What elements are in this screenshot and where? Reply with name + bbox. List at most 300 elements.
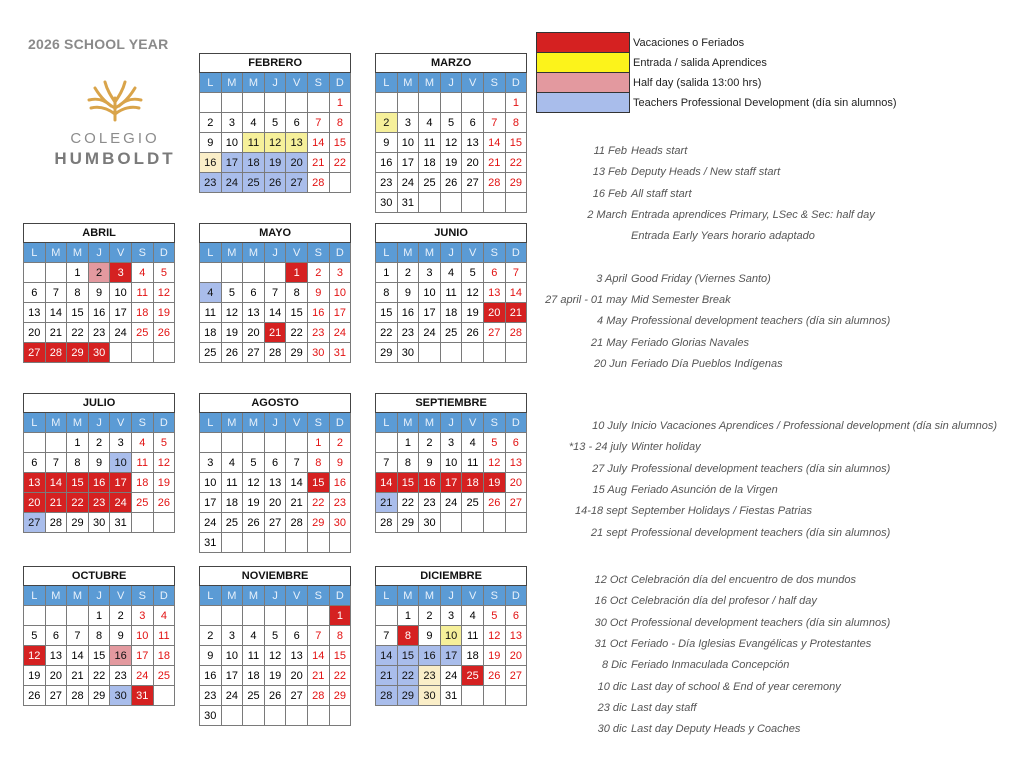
day-cell: 30: [88, 513, 110, 533]
day-cell: 17: [131, 646, 153, 666]
weekday-header: S: [307, 243, 329, 263]
day-cell: 1: [329, 93, 351, 113]
day-cell: 14: [307, 133, 329, 153]
day-cell: 4: [200, 283, 222, 303]
day-cell: 1: [307, 433, 329, 453]
day-cell: 5: [153, 263, 175, 283]
empty-cell: [243, 433, 265, 453]
day-cell: 22: [67, 323, 89, 343]
day-cell: 27: [462, 173, 484, 193]
weekday-header: M: [419, 73, 441, 93]
tree-icon: [85, 78, 145, 122]
day-cell: 7: [505, 263, 527, 283]
weekday-header: D: [329, 413, 351, 433]
day-cell: 25: [153, 666, 175, 686]
day-cell: 9: [307, 283, 329, 303]
day-cell: 22: [376, 323, 398, 343]
day-cell: 3: [221, 113, 243, 133]
weekday-header: D: [153, 586, 175, 606]
empty-cell: [286, 606, 308, 626]
empty-cell: [221, 606, 243, 626]
day-cell: 11: [221, 473, 243, 493]
day-cell: 22: [397, 666, 419, 686]
day-cell: 28: [286, 513, 308, 533]
day-cell: 24: [200, 513, 222, 533]
day-cell: 23: [88, 323, 110, 343]
day-cell: 7: [307, 626, 329, 646]
day-cell: 25: [131, 323, 153, 343]
day-cell: 2: [397, 263, 419, 283]
day-cell: 1: [88, 606, 110, 626]
day-cell: 19: [264, 153, 286, 173]
day-cell: 14: [67, 646, 89, 666]
day-cell: 17: [221, 666, 243, 686]
calendar-febrero: [199, 53, 351, 193]
weekday-header: J: [88, 413, 110, 433]
day-cell: 26: [24, 686, 46, 706]
empty-cell: [221, 533, 243, 553]
empty-cell: [221, 263, 243, 283]
legend-swatch: [537, 73, 630, 93]
weekday-header: S: [131, 243, 153, 263]
day-cell: 10: [221, 646, 243, 666]
day-cell: 10: [200, 473, 222, 493]
day-cell: 5: [462, 263, 484, 283]
day-cell: 4: [221, 453, 243, 473]
empty-cell: [45, 263, 67, 283]
month-title: JUNIO: [376, 224, 527, 243]
event-date: 14-18 sept: [575, 505, 627, 518]
empty-cell: [264, 606, 286, 626]
weekday-header: L: [200, 413, 222, 433]
event-text: Celebración día del encuentro de dos mundos: [631, 574, 857, 586]
day-cell: 16: [419, 473, 441, 493]
empty-cell: [200, 606, 222, 626]
day-cell: 13: [462, 133, 484, 153]
day-cell: 9: [88, 283, 110, 303]
day-cell: 18: [200, 323, 222, 343]
event-text: Inicio Vacaciones Aprendices / Professional development (día sin alumnos): [631, 420, 998, 432]
weekday-header: S: [483, 73, 505, 93]
event-date: 30 Oct: [594, 616, 627, 629]
day-cell: 9: [329, 453, 351, 473]
empty-cell: [45, 433, 67, 453]
empty-cell: [483, 513, 505, 533]
day-cell: 20: [505, 473, 527, 493]
day-cell: 2: [200, 113, 222, 133]
day-cell: 6: [24, 283, 46, 303]
day-cell: 12: [483, 626, 505, 646]
day-cell: 18: [243, 153, 265, 173]
event-date: 3 April: [596, 272, 627, 285]
day-cell: 15: [505, 133, 527, 153]
weekday-header: D: [329, 73, 351, 93]
weekday-header: L: [200, 586, 222, 606]
day-cell: 16: [376, 153, 398, 173]
day-cell: 31: [440, 686, 462, 706]
weekday-header: J: [88, 243, 110, 263]
day-cell: 14: [264, 303, 286, 323]
day-cell: 26: [264, 173, 286, 193]
calendar-agosto: [199, 393, 351, 553]
day-cell: 10: [440, 453, 462, 473]
day-cell: 26: [462, 323, 484, 343]
empty-cell: [286, 533, 308, 553]
weekday-header: L: [24, 413, 46, 433]
day-cell: 21: [67, 666, 89, 686]
day-cell: 22: [397, 493, 419, 513]
empty-cell: [419, 343, 441, 363]
day-cell: 2: [110, 606, 132, 626]
weekday-header: J: [264, 243, 286, 263]
day-cell: 16: [88, 473, 110, 493]
day-cell: 4: [243, 113, 265, 133]
day-cell: 1: [505, 93, 527, 113]
event-text: Heads start: [631, 145, 688, 157]
day-cell: 19: [440, 153, 462, 173]
month-title: SEPTIEMBRE: [376, 394, 527, 413]
event-text: All staff start: [631, 187, 692, 200]
day-cell: 30: [110, 686, 132, 706]
day-cell: 31: [397, 193, 419, 213]
weekday-header: J: [264, 413, 286, 433]
day-cell: 4: [243, 626, 265, 646]
day-cell: 15: [286, 303, 308, 323]
day-cell: 13: [286, 133, 308, 153]
day-cell: 29: [397, 686, 419, 706]
empty-cell: [397, 93, 419, 113]
day-cell: 26: [153, 493, 175, 513]
day-cell: 20: [264, 493, 286, 513]
legend: [536, 32, 897, 113]
day-cell: 23: [307, 323, 329, 343]
day-cell: 29: [376, 343, 398, 363]
weekday-header: L: [200, 243, 222, 263]
day-cell: 29: [67, 343, 89, 363]
empty-cell: [24, 433, 46, 453]
day-cell: 26: [153, 323, 175, 343]
month-title: ABRIL: [24, 224, 175, 243]
day-cell: 23: [200, 686, 222, 706]
empty-cell: [483, 93, 505, 113]
day-cell: 29: [67, 513, 89, 533]
empty-cell: [221, 433, 243, 453]
day-cell: 3: [440, 433, 462, 453]
day-cell: 15: [397, 646, 419, 666]
weekday-header: L: [376, 413, 398, 433]
day-cell: 25: [200, 343, 222, 363]
day-cell: 19: [483, 473, 505, 493]
day-cell: 19: [264, 666, 286, 686]
empty-cell: [153, 686, 175, 706]
day-cell: 15: [329, 133, 351, 153]
day-cell: 16: [200, 153, 222, 173]
month-title: AGOSTO: [200, 394, 351, 413]
day-cell: 21: [376, 666, 398, 686]
event-text: Celebración día del profesor / half day: [631, 595, 817, 608]
day-cell: 13: [505, 453, 527, 473]
empty-cell: [24, 263, 46, 283]
day-cell: 7: [483, 113, 505, 133]
day-cell: 28: [45, 513, 67, 533]
day-cell: 20: [483, 303, 505, 323]
day-cell: 3: [419, 263, 441, 283]
day-cell: 20: [286, 666, 308, 686]
day-cell: 3: [110, 433, 132, 453]
day-cell: 16: [397, 303, 419, 323]
weekday-header: M: [243, 413, 265, 433]
day-cell: 24: [110, 493, 132, 513]
legend-item: [537, 93, 897, 113]
day-cell: 30: [419, 513, 441, 533]
day-cell: 28: [67, 686, 89, 706]
weekday-header: S: [483, 243, 505, 263]
weekday-header: L: [200, 73, 222, 93]
empty-cell: [440, 513, 462, 533]
day-cell: 11: [131, 453, 153, 473]
event-date: 16 Feb: [592, 187, 627, 200]
day-cell: 19: [221, 323, 243, 343]
weekday-header: M: [67, 586, 89, 606]
day-cell: 14: [376, 646, 398, 666]
month-title: NOVIEMBRE: [200, 567, 351, 586]
day-cell: 1: [286, 263, 308, 283]
empty-cell: [264, 93, 286, 113]
day-cell: 12: [153, 453, 175, 473]
day-cell: 27: [24, 513, 46, 533]
day-cell: 4: [462, 606, 484, 626]
day-cell: 17: [440, 646, 462, 666]
day-cell: 7: [376, 453, 398, 473]
day-cell: 25: [243, 686, 265, 706]
legend-label: Teachers Professional Development (día sin alumnos): [633, 96, 897, 109]
day-cell: 19: [153, 303, 175, 323]
day-cell: 20: [462, 153, 484, 173]
day-cell: 25: [462, 666, 484, 686]
empty-cell: [483, 193, 505, 213]
day-cell: 16: [329, 473, 351, 493]
empty-cell: [24, 606, 46, 626]
event-text: Last day of school & End of year ceremony: [631, 680, 841, 693]
day-cell: 29: [286, 343, 308, 363]
weekday-header: V: [286, 586, 308, 606]
weekday-header: M: [221, 413, 243, 433]
event-date: 15 Aug: [592, 483, 627, 496]
weekday-header: S: [131, 413, 153, 433]
empty-cell: [462, 193, 484, 213]
day-cell: 22: [67, 493, 89, 513]
calendar-abril: [23, 223, 175, 363]
empty-cell: [67, 606, 89, 626]
empty-cell: [200, 263, 222, 283]
day-cell: 11: [153, 626, 175, 646]
day-cell: 23: [88, 493, 110, 513]
weekday-header: V: [286, 413, 308, 433]
empty-cell: [286, 433, 308, 453]
event-date: 16 Oct: [594, 595, 627, 608]
day-cell: 24: [110, 323, 132, 343]
day-cell: 5: [221, 283, 243, 303]
month-title: MAYO: [200, 224, 351, 243]
day-cell: 28: [264, 343, 286, 363]
day-cell: 19: [24, 666, 46, 686]
event-text: Deputy Heads / New staff start: [631, 166, 781, 179]
day-cell: 5: [243, 453, 265, 473]
day-cell: 25: [131, 493, 153, 513]
empty-cell: [329, 706, 351, 726]
day-cell: 16: [88, 303, 110, 323]
day-cell: 15: [329, 646, 351, 666]
empty-cell: [462, 686, 484, 706]
legend-swatch: [537, 93, 630, 113]
weekday-header: M: [67, 243, 89, 263]
event-text: Feriado Inmaculada Concepción: [631, 659, 790, 672]
day-cell: 20: [286, 153, 308, 173]
day-cell: 29: [88, 686, 110, 706]
calendar-junio: [375, 223, 527, 363]
day-cell: 6: [483, 263, 505, 283]
day-cell: 16: [200, 666, 222, 686]
day-cell: 20: [24, 493, 46, 513]
legend-item: [537, 53, 897, 73]
day-cell: 11: [200, 303, 222, 323]
legend-item: [537, 33, 897, 53]
day-cell: 18: [131, 473, 153, 493]
day-cell: 12: [462, 283, 484, 303]
day-cell: 4: [131, 263, 153, 283]
day-cell: 7: [67, 626, 89, 646]
day-cell: 14: [505, 283, 527, 303]
day-cell: 28: [307, 173, 329, 193]
event-text: Feriado Glorias Navales: [631, 336, 749, 349]
weekday-header: M: [67, 413, 89, 433]
empty-cell: [243, 93, 265, 113]
day-cell: 26: [483, 666, 505, 686]
day-cell: 22: [307, 493, 329, 513]
day-cell: 12: [153, 283, 175, 303]
day-cell: 27: [505, 666, 527, 686]
calendar-septiembre: [375, 393, 527, 533]
day-cell: 6: [286, 626, 308, 646]
day-cell: 7: [376, 626, 398, 646]
day-cell: 14: [45, 473, 67, 493]
day-cell: 24: [440, 666, 462, 686]
event-date: 10 dic: [597, 680, 627, 693]
day-cell: 2: [200, 626, 222, 646]
empty-cell: [505, 343, 527, 363]
weekday-header: J: [264, 586, 286, 606]
day-cell: 13: [24, 473, 46, 493]
day-cell: 23: [200, 173, 222, 193]
day-cell: 18: [221, 493, 243, 513]
calendar-diciembre: [375, 566, 527, 706]
weekday-header: V: [462, 243, 484, 263]
day-cell: 13: [286, 646, 308, 666]
day-cell: 5: [264, 113, 286, 133]
empty-cell: [221, 93, 243, 113]
day-cell: 9: [419, 453, 441, 473]
day-cell: 28: [307, 686, 329, 706]
day-cell: 14: [286, 473, 308, 493]
weekday-header: D: [505, 73, 527, 93]
day-cell: 10: [419, 283, 441, 303]
weekday-header: D: [505, 586, 527, 606]
day-cell: 15: [88, 646, 110, 666]
event-text: Feriado Día Pueblos Indígenas: [631, 358, 783, 370]
day-cell: 30: [200, 706, 222, 726]
event-text: Last day Deputy Heads y Coaches: [631, 723, 801, 736]
day-cell: 1: [329, 606, 351, 626]
weekday-header: M: [243, 73, 265, 93]
day-cell: 31: [200, 533, 222, 553]
weekday-header: L: [376, 586, 398, 606]
day-cell: 13: [264, 473, 286, 493]
weekday-header: M: [419, 413, 441, 433]
day-cell: 31: [329, 343, 351, 363]
day-cell: 25: [440, 323, 462, 343]
day-cell: 23: [110, 666, 132, 686]
empty-cell: [307, 606, 329, 626]
event-date: 23 dic: [597, 701, 627, 714]
day-cell: 12: [24, 646, 46, 666]
day-cell: 21: [483, 153, 505, 173]
day-cell: 5: [483, 433, 505, 453]
day-cell: 9: [200, 646, 222, 666]
day-cell: 26: [221, 343, 243, 363]
day-cell: 28: [376, 513, 398, 533]
day-cell: 13: [483, 283, 505, 303]
event-text: Last day staff: [631, 701, 697, 714]
day-cell: 19: [153, 473, 175, 493]
day-cell: 9: [397, 283, 419, 303]
month-title: FEBRERO: [200, 54, 351, 73]
event-date: 21 May: [590, 336, 627, 349]
day-cell: 31: [131, 686, 153, 706]
day-cell: 15: [376, 303, 398, 323]
day-cell: 5: [264, 626, 286, 646]
empty-cell: [307, 706, 329, 726]
day-cell: 23: [397, 323, 419, 343]
empty-cell: [505, 193, 527, 213]
day-cell: 27: [243, 343, 265, 363]
day-cell: 17: [221, 153, 243, 173]
legend-swatch: [537, 33, 630, 53]
weekday-header: V: [462, 413, 484, 433]
calendar-marzo: [375, 53, 527, 213]
day-cell: 5: [24, 626, 46, 646]
legend-item: [537, 73, 897, 93]
day-cell: 17: [419, 303, 441, 323]
day-cell: 2: [88, 263, 110, 283]
day-cell: 11: [440, 283, 462, 303]
day-cell: 20: [24, 323, 46, 343]
day-cell: 10: [440, 626, 462, 646]
day-cell: 3: [110, 263, 132, 283]
event-date: 30 dic: [597, 723, 627, 736]
weekday-header: V: [462, 586, 484, 606]
day-cell: 20: [243, 323, 265, 343]
day-cell: 6: [264, 453, 286, 473]
empty-cell: [440, 93, 462, 113]
event-date: 13 Feb: [592, 166, 627, 179]
empty-cell: [462, 343, 484, 363]
day-cell: 30: [397, 343, 419, 363]
day-cell: 16: [419, 646, 441, 666]
weekday-header: M: [221, 243, 243, 263]
day-cell: 11: [419, 133, 441, 153]
weekday-header: M: [419, 243, 441, 263]
day-cell: 21: [45, 493, 67, 513]
